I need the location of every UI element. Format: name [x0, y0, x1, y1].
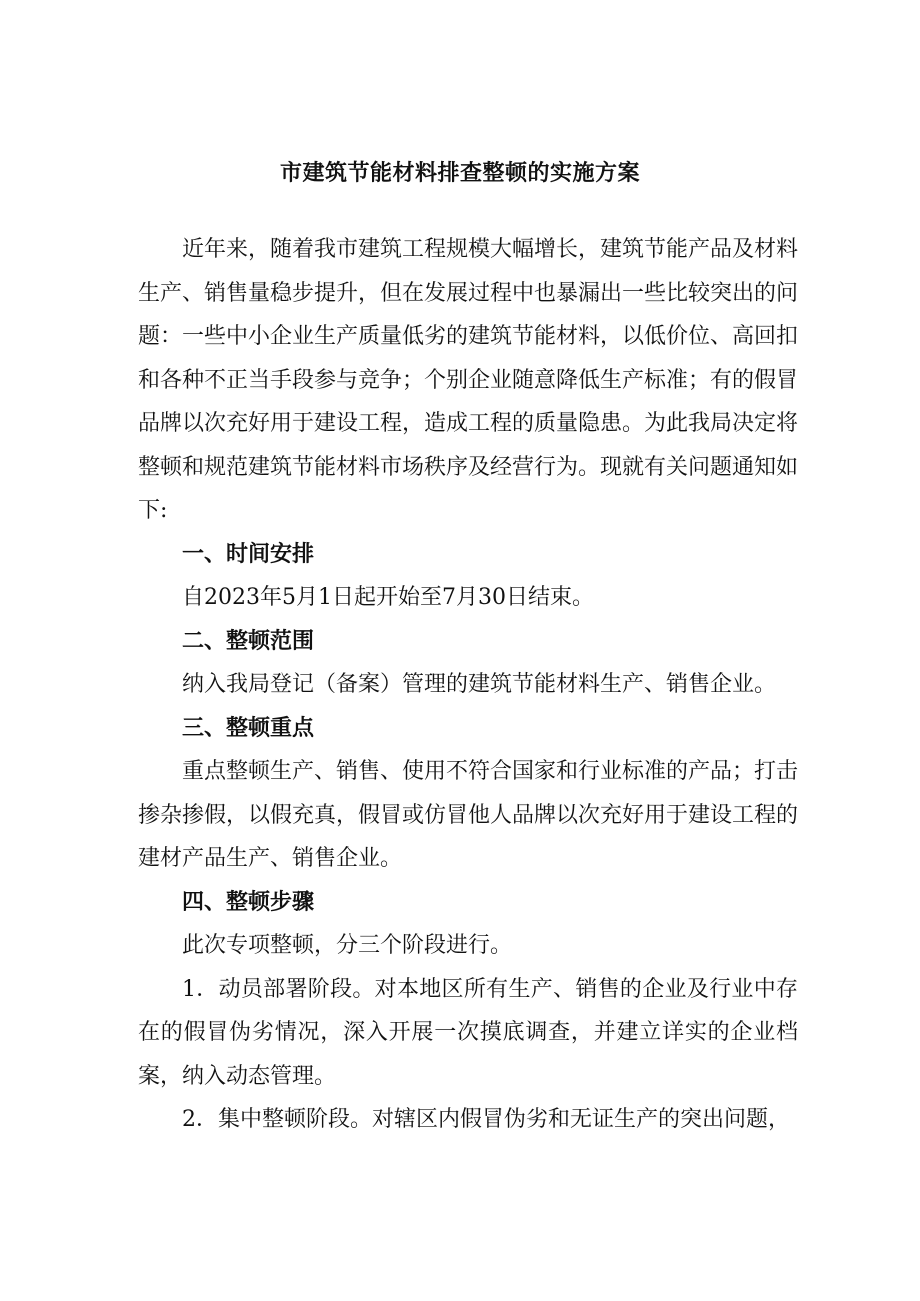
section-paragraph-scope: 纳入我局登记（备案）管理的建筑节能材料生产、销售企业。 [182, 672, 777, 697]
document-body [138, 228, 798, 1142]
section-heading-scope: 二、整顿范围 [182, 627, 315, 654]
section-heading-focus: 三、整顿重点 [182, 714, 315, 741]
section-paragraph-step-1: 1．动员部署阶段。对本地区所有生产、销售的企业及行业中存在的假冒伪劣情况，深入开展一次摸底调查，并建立详实的企业档案，纳入动态管理。 [138, 976, 798, 1089]
section-heading-schedule: 一、时间安排 [182, 540, 315, 567]
intro-paragraph: 近年来，随着我市建筑工程规模大幅增长，建筑节能产品及材料生产、销售量稳步提升，但在发展过程中也暴漏出一些比较突出的问题：一些中小企业生产质量低劣的建筑节能材料，以低价位、高回扣和各种不正当手段参与竞争；个别企业随意降低生产标准；有的假冒品牌以次充好用于建设工程，造成工程的质量隐患。为此我局决定将整顿和规范建筑节能材料市场秩序及经营行为。现就有关问题通知如下: [138, 237, 799, 523]
section-paragraph-step-2: 2．集中整顿阶段。对辖区内假冒伪劣和无证生产的突出问题， [182, 1107, 790, 1132]
section-paragraph-schedule: 自2023年5月1日起开始至7月30日结束。 [182, 585, 594, 610]
section-heading-steps: 四、整顿步骤 [182, 888, 315, 915]
section-paragraph-steps-intro: 此次专项整顿，分三个阶段进行。 [182, 933, 513, 958]
section-paragraph-focus: 重点整顿生产、销售、使用不符合国家和行业标准的产品；打击掺杂掺假，以假充真，假冒或仿冒他人品牌以次充好用于建设工程的建材产品生产、销售企业。 [138, 759, 799, 871]
document-title: 市建筑节能材料排查整顿的实施方案 [279, 159, 640, 186]
